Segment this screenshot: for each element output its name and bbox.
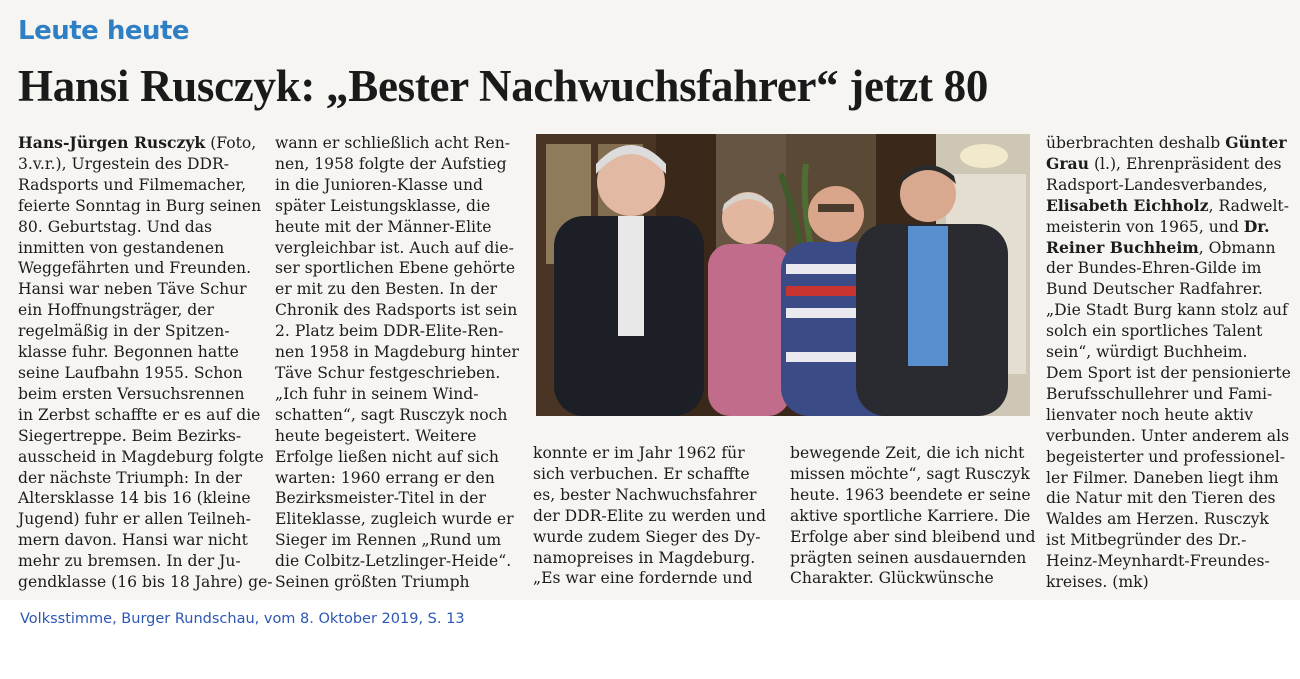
line-text: nen, 1958 folgte der Aufstieg [275,154,507,173]
line-text: Charakter. Glückwünsche [790,569,994,588]
text-line [1046,133,1291,154]
text-line [533,506,766,527]
text-line [1046,217,1291,238]
line-text: Radsport-Landesverbandes, [1046,175,1268,194]
line-text: missen möchte“, sagt Rusczyk [790,464,1030,483]
line-text: ist Mitbegründer des Dr.- [1046,531,1247,550]
line-text: nen 1958 in Magdeburg hinter [275,343,519,362]
text-line [275,551,519,572]
line-text: seine Laufbahn 1955. Schon [18,363,243,382]
line-text: er mit zu den Besten. In der [275,280,498,299]
line-text: heute begeistert. Weitere [275,426,477,445]
line-text: sein“, würdigt Buchheim. [1046,343,1248,362]
line-text: Heinz-Meynhardt-Freundes- [1046,552,1270,571]
line-text: begeisterter und professionel- [1046,447,1286,466]
line-text: Chronik des Radsports ist sein [275,301,518,320]
line-text: Erfolge ließen nicht auf sich [275,447,499,466]
text-line [18,321,273,342]
text-line [275,530,519,551]
text-line [1046,426,1291,447]
line-text: inmitten von gestandenen [18,238,225,257]
line-text: ein Hoffnungsträger, der [18,301,214,320]
section-kicker: Leute heute [18,16,190,46]
text-line [275,384,519,405]
text-line [533,485,766,506]
line-text: Täve Schur festgeschrieben. [275,363,501,382]
text-line [275,342,519,363]
line-text: die Natur mit den Tieren des [1046,489,1276,508]
line-text: heute mit der Männer-Elite [275,217,492,236]
line-text: „Die Stadt Burg kann stolz auf [1046,301,1288,320]
text-line [1046,196,1291,217]
line-text: der DDR-Elite zu werden und [533,506,766,525]
text-line [533,527,766,548]
text-line [18,300,273,321]
text-line [18,196,273,217]
line-text: Bund Deutscher Radfahrer. [1046,280,1263,299]
line-text: mern davon. Hansi war nicht [18,531,248,550]
text-line [1046,405,1291,426]
text-line [275,363,519,384]
text-column-3 [533,443,766,589]
text-column-4 [790,443,1036,589]
text-line [1046,238,1291,259]
line-text: 80. Geburtstag. Und das [18,217,213,236]
text-line [275,405,519,426]
text-line [1046,175,1291,196]
line-text: wann er schließlich acht Ren- [275,134,511,152]
line-text: die Colbitz-Letzlinger-Heide“. [275,552,512,571]
line-text: aktive sportliche Karriere. Die [790,506,1031,525]
line-text: regelmäßig in der Spitzen- [18,322,230,341]
line-text: schatten“, sagt Rusczyk noch [275,405,508,424]
line-text: Sieger im Rennen „Rund um [275,531,502,550]
text-line [1046,300,1291,321]
line-text: „Ich fuhr in seinem Wind- [275,384,479,403]
bold-name: Grau [1046,153,1089,173]
text-line [275,238,519,259]
text-line [275,447,519,468]
text-line [18,279,273,300]
text-line [790,443,1036,464]
line-text: , Radwelt- [1208,196,1289,215]
line-text: Dem Sport ist der pensionierte [1046,363,1291,382]
text-line [790,527,1036,548]
line-text: Radsports und Filmemacher, [18,175,247,194]
text-line [790,548,1036,569]
line-text: Weggefährten und Freunden. [18,259,252,278]
line-text: 2. Platz beim DDR-Elite-Ren- [275,322,504,341]
text-line [18,384,273,405]
text-line [18,509,273,530]
line-text: ser sportlichen Ebene gehörte [275,259,516,278]
line-text: es, bester Nachwuchsfahrer [533,485,757,504]
line-text: vergleichbar ist. Auch auf die- [275,238,514,257]
line-text: sich verbuchen. Er schaffte [533,464,750,483]
text-line [1046,468,1291,489]
text-line [275,154,519,175]
text-column-5 [1046,133,1291,593]
text-line [1046,258,1291,279]
text-line [1046,509,1291,530]
text-line [18,488,273,509]
text-line [18,468,273,489]
line-text: namopreises in Magdeburg. [533,548,756,567]
line-text: beim ersten Versuchsrennen [18,384,245,403]
text-line [18,572,273,593]
text-column-1 [18,133,273,593]
text-line [1046,488,1291,509]
line-text: (Foto, [205,134,257,152]
line-text: Erfolge aber sind bleibend und [790,527,1036,546]
text-line [18,238,273,259]
line-text: meisterin von 1965, und [1046,217,1244,236]
line-text: 3.v.r.), Urgestein des DDR- [18,154,229,173]
text-line [18,342,273,363]
bold-name: Dr. [1243,216,1270,236]
text-line [275,509,519,530]
article-headline: Hansi Rusczyk: „Bester Nachwuchsfahrer“ jetzt 80 [18,61,989,111]
text-line [275,258,519,279]
line-text: feierte Sonntag in Burg seinen [18,196,262,215]
bold-name: Günter [1225,133,1287,152]
line-text: heute. 1963 beendete er seine [790,485,1031,504]
line-text: prägten seinen ausdauernden [790,548,1027,567]
line-text: Eliteklasse, zugleich wurde er [275,510,514,529]
group-photo-illustration [536,134,1030,416]
text-line [18,258,273,279]
line-text: (l.), Ehrenpräsident des [1088,154,1282,173]
bold-name: Hans-Jürgen Rusczyk [18,133,206,152]
line-text: lienvater noch heute aktiv [1046,405,1253,424]
bold-name: Elisabeth Eichholz [1046,195,1209,215]
text-line [18,426,273,447]
line-text: Berufsschullehrer und Fami- [1046,384,1273,403]
text-line [1046,342,1291,363]
text-line [18,133,273,154]
text-line [1046,551,1291,572]
text-line [1046,572,1291,593]
line-text: Waldes am Herzen. Rusczyk [1046,510,1269,529]
text-line [275,175,519,196]
text-line [1046,530,1291,551]
line-text: Jugend) fuhr er allen Teilneh- [18,510,251,529]
line-text: bewegende Zeit, die ich nicht [790,444,1025,462]
line-text: der nächste Triumph: In der [18,468,242,487]
text-line [790,568,1036,589]
text-line [275,572,519,593]
line-text: Seinen größten Triumph [275,573,470,592]
text-line [18,447,273,468]
text-line [1046,384,1291,405]
line-text: der Bundes-Ehren-Gilde im [1046,259,1262,278]
text-line [18,551,273,572]
text-line [18,175,273,196]
text-line [18,217,273,238]
line-text: Hansi war neben Täve Schur [18,280,247,299]
group-photo [536,134,1030,416]
line-text: ler Filmer. Daneben liegt ihm [1046,468,1279,487]
line-text: wurde zudem Sieger des Dy- [533,527,761,546]
line-text: klasse fuhr. Begonnen hatte [18,343,239,362]
line-text: mehr zu bremsen. In der Ju- [18,552,241,571]
text-line [533,464,766,485]
text-line [18,363,273,384]
text-line [533,568,766,589]
text-line [275,196,519,217]
text-line [790,485,1036,506]
text-line [275,300,519,321]
line-text: in Zerbst schaffte er es auf die [18,405,261,424]
bold-name: Reiner Buchheim [1046,237,1199,257]
text-line [275,488,519,509]
line-text: in die Junioren-Klasse und [275,175,484,194]
text-line [1046,279,1291,300]
line-text: später Leistungsklasse, die [275,196,491,215]
text-line [790,464,1036,485]
text-line [275,217,519,238]
line-text: verbunden. Unter anderem als [1046,426,1290,445]
text-line [18,530,273,551]
line-text: warten: 1960 errang er den [275,468,495,487]
text-line [18,154,273,175]
text-line [275,468,519,489]
text-line [275,279,519,300]
line-text: , Obmann [1198,238,1276,257]
line-text: ausscheid in Magdeburg folgte [18,447,264,466]
text-column-2 [275,133,519,593]
text-line [533,548,766,569]
line-text: „Es war eine fordernde und [533,569,753,588]
text-line [1046,363,1291,384]
line-text: Bezirksmeister-Titel in der [275,489,486,508]
text-line [275,133,519,154]
line-text: Siegertreppe. Beim Bezirks- [18,426,242,445]
source-citation: Volksstimme, Burger Rundschau, vom 8. Oktober 2019, S. 13 [20,611,465,627]
line-text: kreises. (mk) [1046,573,1149,592]
line-text: Altersklasse 14 bis 16 (kleine [18,489,251,508]
line-text: überbrachten deshalb [1046,134,1226,152]
text-line [1046,154,1291,175]
text-line [1046,447,1291,468]
text-line [275,426,519,447]
line-text: gendklasse (16 bis 18 Jahre) ge- [18,573,273,592]
line-text: konnte er im Jahr 1962 für [533,444,745,462]
text-line [533,443,766,464]
text-line [1046,321,1291,342]
text-line [18,405,273,426]
text-line [790,506,1036,527]
text-line [275,321,519,342]
line-text: solch ein sportliches Talent [1046,322,1263,341]
